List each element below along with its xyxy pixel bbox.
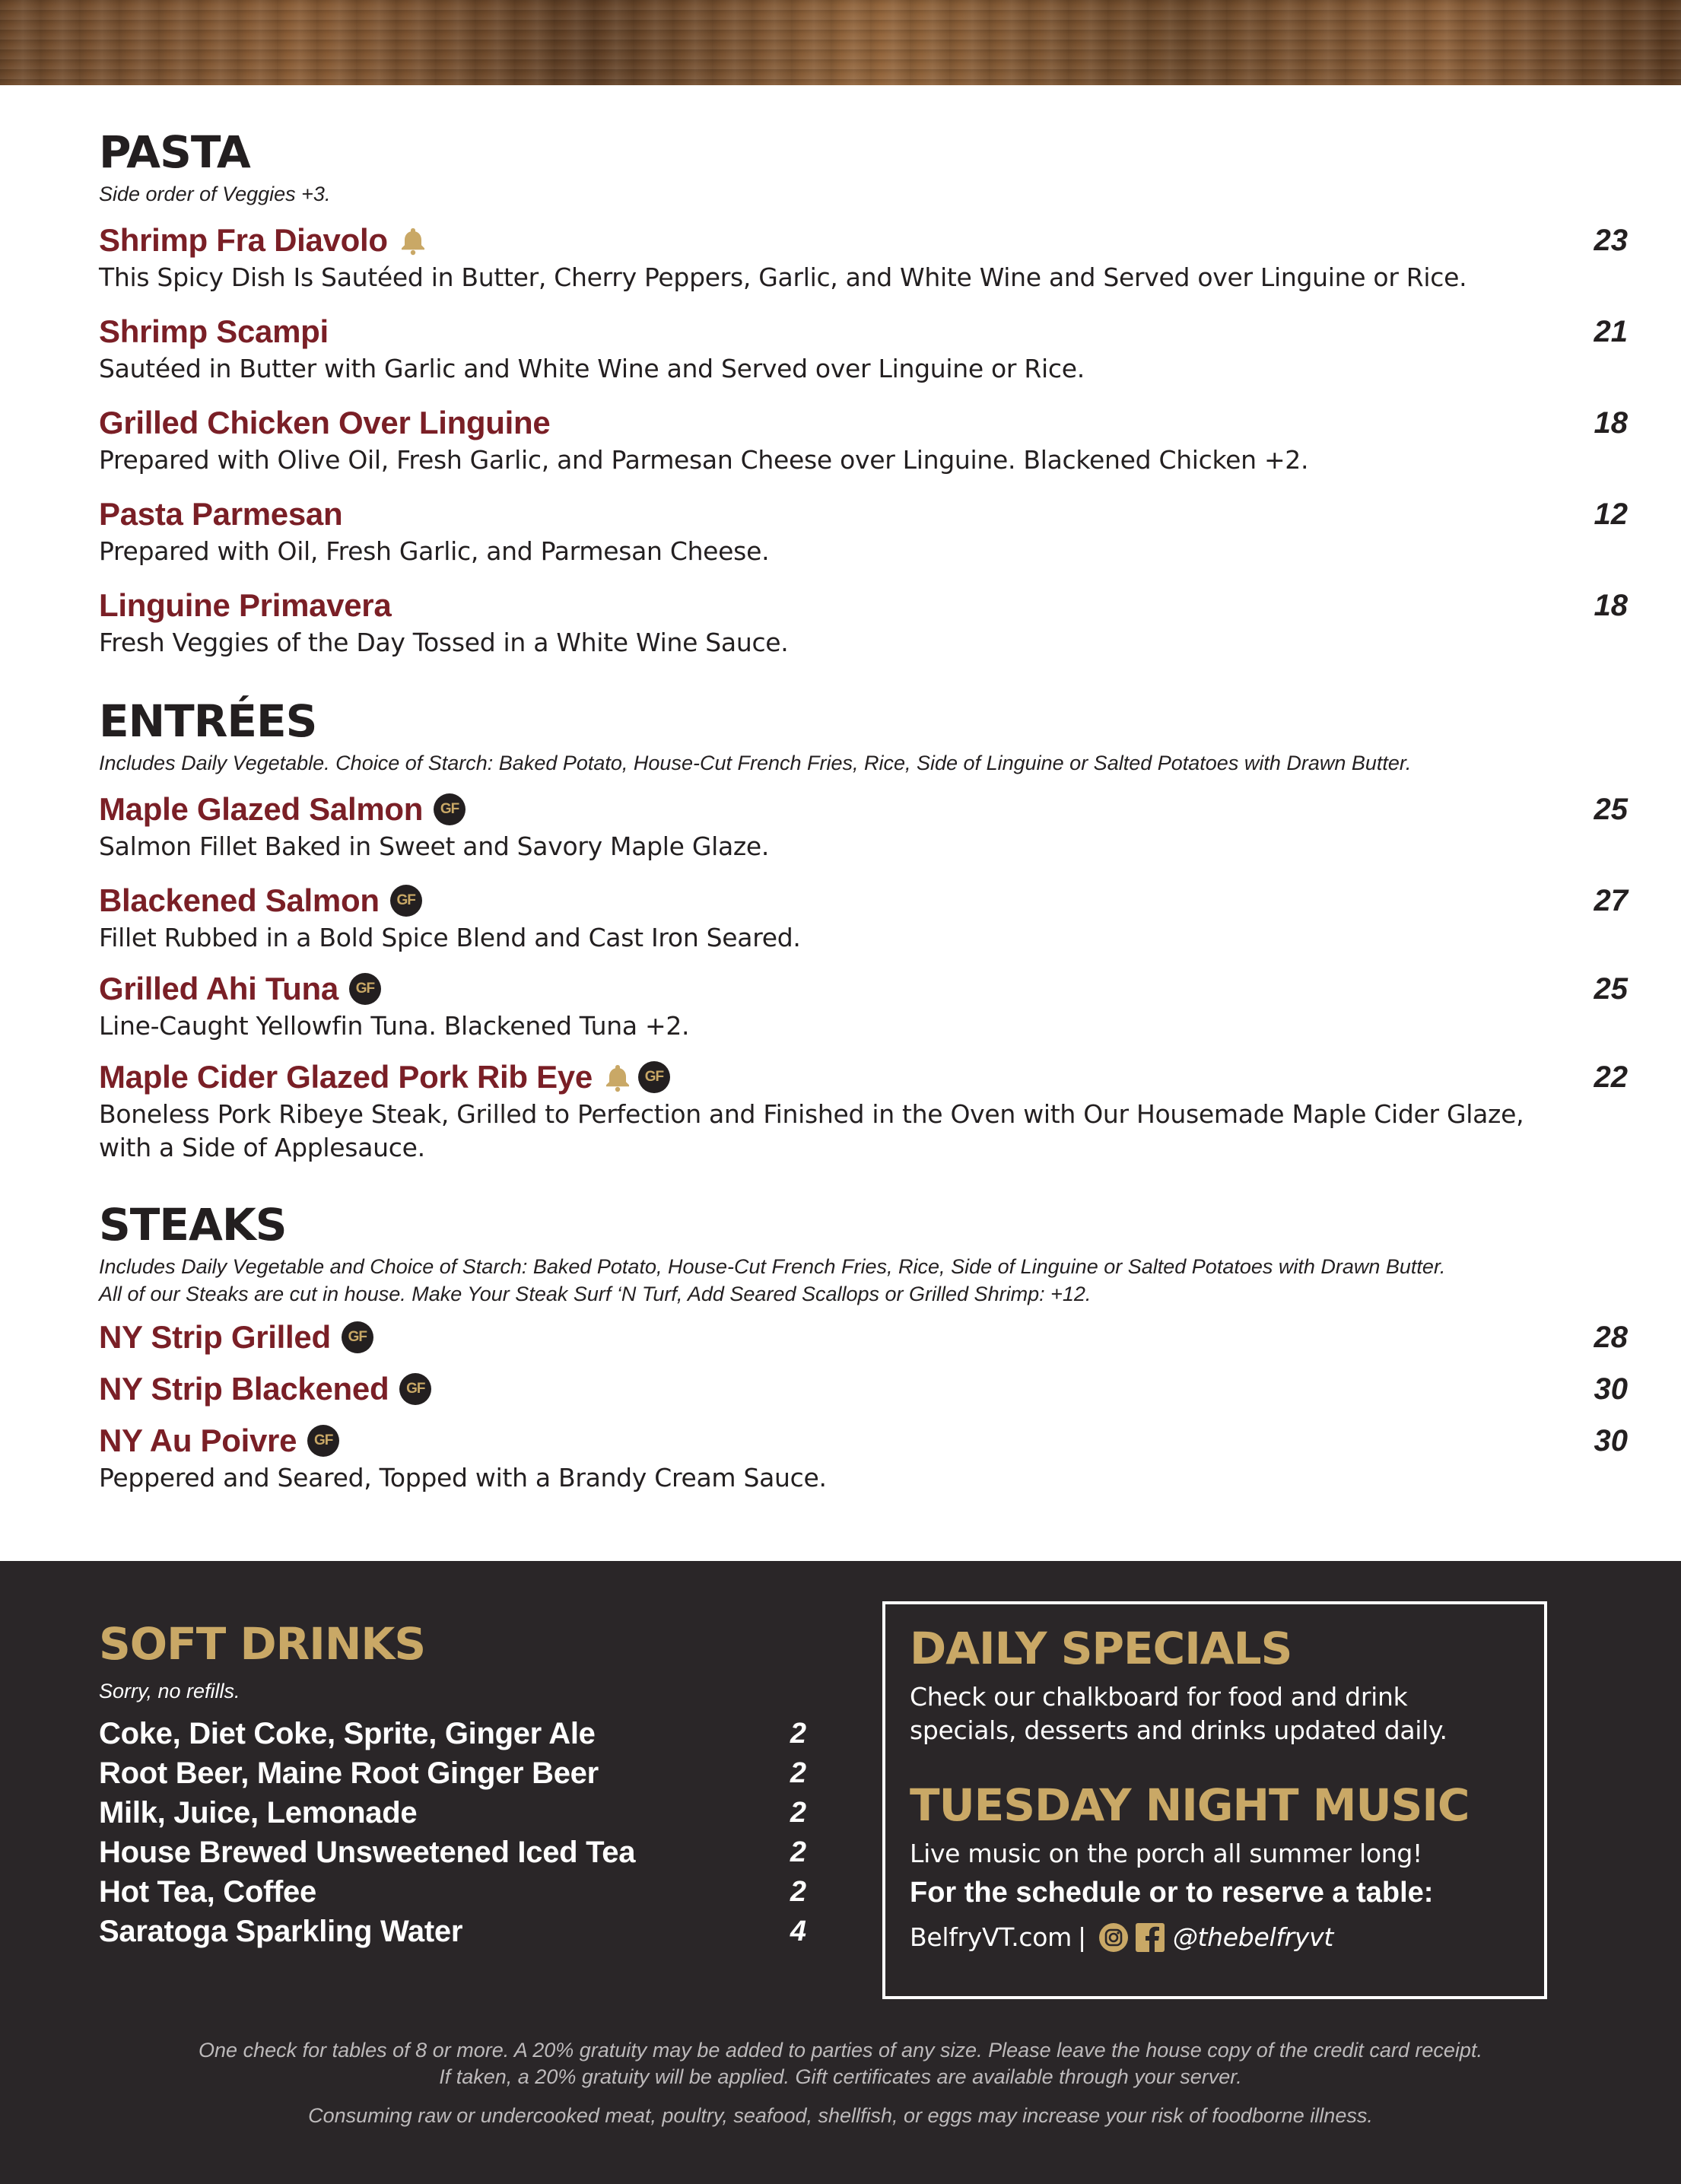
separator: | [1078,1922,1086,1952]
gf-badge-icon: GF [399,1373,431,1405]
steaks-section-title: STEAKS [99,1199,287,1251]
item-price: 18 [1594,589,1628,622]
tuesday-music-text: Live music on the porch all summer long! [910,1839,1422,1868]
gf-badge-icon: GF [307,1425,339,1457]
soft-drinks-section [99,1617,806,1951]
item-name: Maple Glazed Salmon [99,791,424,827]
drink-price: 2 [790,1876,806,1908]
menu-item [99,585,1628,660]
item-name: Linguine Primavera [99,587,392,623]
item-name: Maple Cider Glazed Pork Rib Eye [99,1059,593,1095]
entrees-section-note: Includes Daily Vegetable. Choice of Starch: Baked Potato, House-Cut French Fries, Rice, Side of Linguine or Salted Potatoes with Drawn Butter. [99,752,1412,774]
item-description: Fresh Veggies of the Day Tossed in a White Wine Sauce. [99,628,789,657]
drink-row [99,1912,806,1951]
item-description: Boneless Pork Ribeye Steak, Grilled to Perfection and Finished in the Oven with Our Housemade Maple Cider Glaze, with a Side of Applesauce. [99,1099,1524,1162]
item-description: Prepared with Olive Oil, Fresh Garlic, and Parmesan Cheese over Linguine. Blackened Chicken +2. [99,445,1309,475]
bell-icon [397,224,429,256]
soft-drinks-title: SOFT DRINKS [99,1618,426,1670]
gf-badge-icon: GF [342,1321,373,1353]
footer-line: One check for tables of 8 or more. A 20% gratuity may be added to parties of any size. Please leave the house copy of the credit card receipt. [199,2039,1482,2062]
item-price: 30 [1594,1372,1628,1406]
drink-price: 2 [790,1718,806,1750]
item-price: 28 [1594,1321,1628,1354]
item-price: 18 [1594,406,1628,440]
item-name: Shrimp Fra Diavolo [99,222,388,258]
item-price: 12 [1594,498,1628,531]
item-description: This Spicy Dish Is Sautéed in Butter, Cherry Peppers, Garlic, and White Wine and Served over Linguine or Rice. [99,262,1467,292]
item-name: Grilled Ahi Tuna [99,971,338,1006]
item-price: 21 [1594,315,1628,348]
drink-row [99,1753,806,1793]
drink-row [99,1714,806,1753]
daily-specials-title: DAILY SPECIALS [910,1623,1292,1674]
social-handle[interactable]: @thebelfryvt [1172,1922,1334,1952]
menu-item [99,220,1628,294]
item-description: Fillet Rubbed in a Bold Spice Blend and Cast Iron Seared. [99,923,801,952]
drink-row [99,1872,806,1912]
menu-item [99,968,1628,1043]
menu-item [99,880,1628,955]
menu-item [99,311,1628,386]
item-name: Pasta Parmesan [99,496,343,532]
gf-badge-icon: GF [390,885,422,917]
tuesday-music-title: TUESDAY NIGHT MUSIC [910,1779,1470,1831]
drink-price: 4 [790,1915,806,1947]
menu-item [99,402,1628,477]
item-price: 27 [1594,884,1628,917]
item-price: 23 [1594,224,1628,257]
reserve-text: For the schedule or to reserve a table: [910,1877,1434,1909]
item-name: Blackened Salmon [99,882,380,918]
daily-specials-text: Check our chalkboard for food and drink specials, desserts and drinks updated daily. [910,1682,1447,1745]
menu-item [99,1369,1628,1410]
item-name: NY Au Poivre [99,1423,297,1458]
gf-badge-icon: GF [434,793,466,825]
facebook-icon[interactable] [1135,1922,1165,1953]
gf-badge-icon: GF [349,973,381,1005]
menu-item [99,1420,1628,1495]
drink-price: 2 [790,1836,806,1868]
item-description: Line-Caught Yellowfin Tuna. Blackened Tuna +2. [99,1011,690,1041]
item-description: Salmon Fillet Baked in Sweet and Savory Maple Glaze. [99,831,770,861]
drink-row [99,1793,806,1833]
item-name: NY Strip Blackened [99,1371,389,1407]
drink-price: 2 [790,1797,806,1829]
item-description: Prepared with Oil, Fresh Garlic, and Parmesan Cheese. [99,536,770,566]
instagram-icon[interactable] [1098,1922,1129,1953]
footer-line: Consuming raw or undercooked meat, poultry, seafood, shellfish, or eggs may increase your risk of foodborne illness. [308,2104,1373,2127]
drink-name: Coke, Diet Coke, Sprite, Ginger Ale [99,1717,596,1750]
social-row [910,1915,1521,1960]
item-name: Grilled Chicken Over Linguine [99,405,551,440]
pasta-section-note: Side order of Veggies +3. [99,183,331,205]
item-price: 30 [1594,1424,1628,1458]
drink-row [99,1833,806,1872]
item-name: NY Strip Grilled [99,1319,331,1355]
footer-line: If taken, a 20% gratuity will be applied. Gift certificates are available through your server. [439,2065,1242,2088]
steaks-section-note: All of our Steaks are cut in house. Make Your Steak Surf ‘N Turf, Add Seared Scallops or Grilled Shrimp: +12. [99,1283,1092,1305]
menu-content [99,126,1628,1495]
drink-name: House Brewed Unsweetened Iced Tea [99,1836,636,1869]
drink-name: Root Beer, Maine Root Ginger Beer [99,1756,599,1790]
menu-item [99,494,1628,568]
item-description: Sautéed in Butter with Garlic and White Wine and Served over Linguine or Rice. [99,354,1085,383]
drink-name: Milk, Juice, Lemonade [99,1796,418,1830]
soft-drinks-note: Sorry, no refills. [99,1680,240,1702]
drink-name: Hot Tea, Coffee [99,1875,316,1909]
footer-notes [0,2037,1681,2129]
entrees-section-title: ENTRÉES [99,695,317,747]
item-price: 22 [1594,1060,1628,1094]
gf-badge-icon: GF [638,1061,670,1093]
pasta-section-title: PASTA [99,126,250,178]
drink-price: 2 [790,1757,806,1789]
item-price: 25 [1594,972,1628,1006]
website-link[interactable]: BelfryVT.com [910,1922,1072,1952]
wood-header-banner [0,0,1681,85]
bell-icon [602,1061,634,1093]
item-description: Peppered and Seared, Topped with a Brandy Cream Sauce. [99,1463,827,1493]
steaks-section-note: Includes Daily Vegetable and Choice of Starch: Baked Potato, House-Cut French Fries, Rice, Side of Linguine or Salted Potatoes with Drawn Butter. [99,1255,1446,1278]
menu-item [99,1317,1628,1358]
drink-name: Saratoga Sparkling Water [99,1915,463,1948]
item-price: 25 [1594,793,1628,826]
specials-box [882,1601,1547,1999]
menu-item [99,1057,1628,1165]
menu-item [99,789,1628,863]
item-name: Shrimp Scampi [99,313,329,349]
